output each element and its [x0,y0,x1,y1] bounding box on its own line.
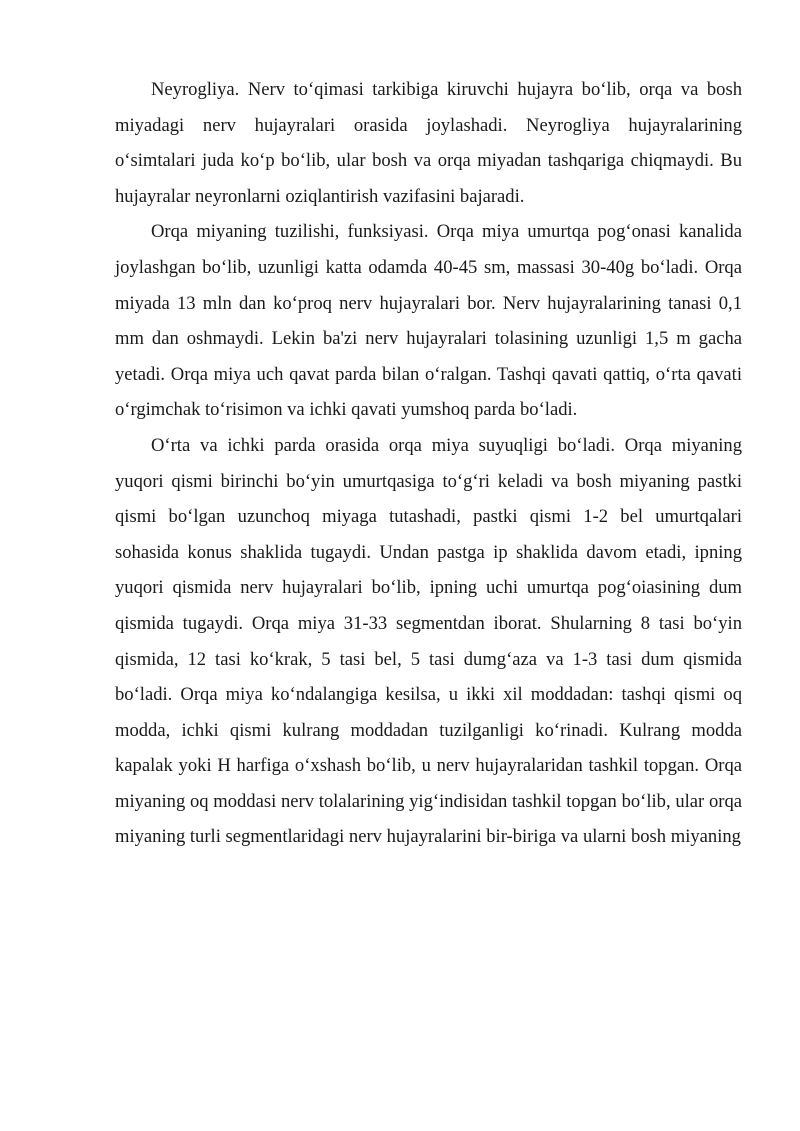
body-text [115,72,742,855]
paragraph-orqa-miya-pardalari: O‘rta va ichki parda orasida orqa miya suyuqligi bo‘ladi. Orqa miyaning yuqori qismi birinchi bo‘yin umurtqasiga to‘g‘ri keladi va bosh miyaning pastki qismi bo‘lgan uzunchoq miyaga tutashadi, pastki qismi 1-2 bel umurtqalari sohasida konus shaklida tugaydi. Undan pastga ip shaklida davom etadi, ipning yuqori qismida nerv hujayralari bo‘lib, ipning uchi umurtqa pog‘oiasining dum qismida tugaydi. Orqa miya 31-33 segmentdan iborat. Shularning 8 tasi bo‘yin qismida, 12 tasi ko‘krak, 5 tasi bel, 5 tasi dumg‘aza va 1-3 tasi dum qismida bo‘ladi. Orqa miya ko‘ndalangiga kesilsa, u ikki xil moddadan: tashqi qismi oq modda, ichki qismi kulrang moddadan tuzilganligi ko‘rinadi. Kulrang modda kapalak yoki H harfiga o‘xshash bo‘lib, u nerv hujayralaridan tashkil topgan. Orqa miyaning oq moddasi nerv tolalarining yig‘indisidan tashkil topgan bo‘lib, ular orqa miyaning turli segmentlaridagi nerv hujayralarini bir-biriga va ularni bosh miyaning [115,434,742,848]
paragraph-orqa-miya-tuzilishi: Orqa miyaning tuzilishi, funksiyasi. Orqa miya umurtqa pog‘onasi kanalida joylashgan bo‘lib, uzunligi katta odamda 40-45 sm, massasi 30-40g bo‘ladi. Orqa miyada 13 mln dan ko‘proq nerv hujayralari bor. Nerv hujayralarining tanasi 0,1 mm dan oshmaydi. Lekin ba'zi nerv hujayralari tolasining uzunligi 1,5 m gacha yetadi. Orqa miya uch qavat parda bilan o‘ralgan. Tashqi qavati qattiq, o‘rta qavati o‘rgimchak to‘risimon va ichki qavati yumshoq parda bo‘ladi. [115,221,742,421]
paragraph-neyrogliya: Neyrogliya. Nerv to‘qimasi tarkibiga kiruvchi hujayra bo‘lib, orqa va bosh miyadagi nerv hujayralari orasida joylashadi. Neyrogliya hujayralarining o‘simtalari juda ko‘p bo‘lib, ular bosh va orqa miyadan tashqariga chiqmaydi. Bu hujayralar neyronlarni oziqlantirish vazifasini bajaradi. [115,79,742,207]
